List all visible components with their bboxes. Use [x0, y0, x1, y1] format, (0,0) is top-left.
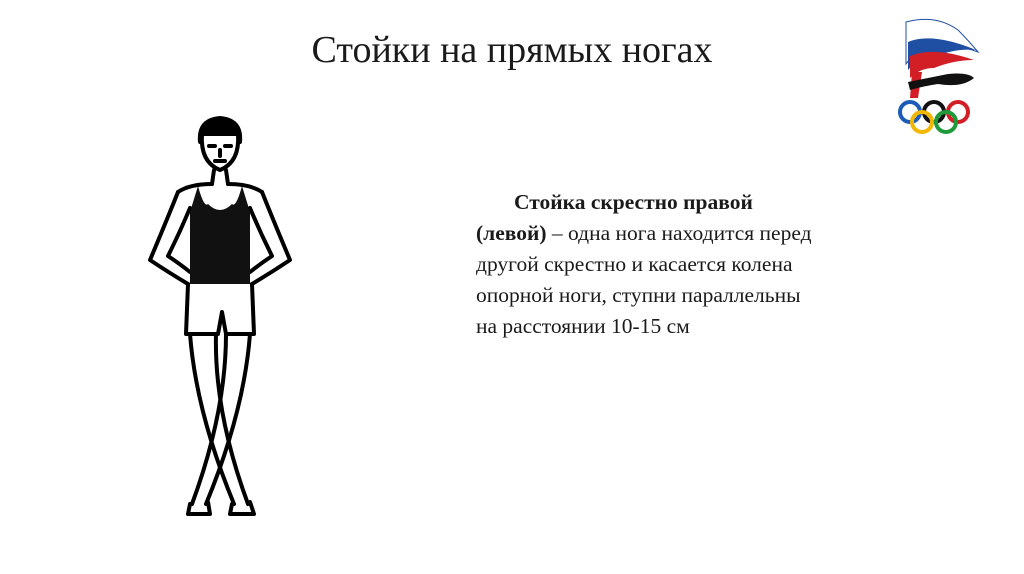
term-heading: Стойка скрестно правой	[514, 190, 753, 214]
crossed-legs-stance-illustration	[130, 112, 310, 522]
definition-text	[476, 187, 946, 342]
definition-line-5: на расстоянии 10-15 см	[476, 314, 690, 338]
slide-title: Стойки на прямых ногах	[311, 29, 713, 71]
definition-line-3: другой скрестно и касается колена	[476, 252, 793, 276]
olympic-logo	[888, 12, 980, 138]
term-heading-continued: (левой)	[476, 221, 547, 245]
definition-line-2	[476, 218, 946, 249]
definition-line-2-text: – одна нога находится перед	[546, 221, 812, 245]
definition-line-4: опорной ноги, ступни параллельны	[476, 283, 801, 307]
